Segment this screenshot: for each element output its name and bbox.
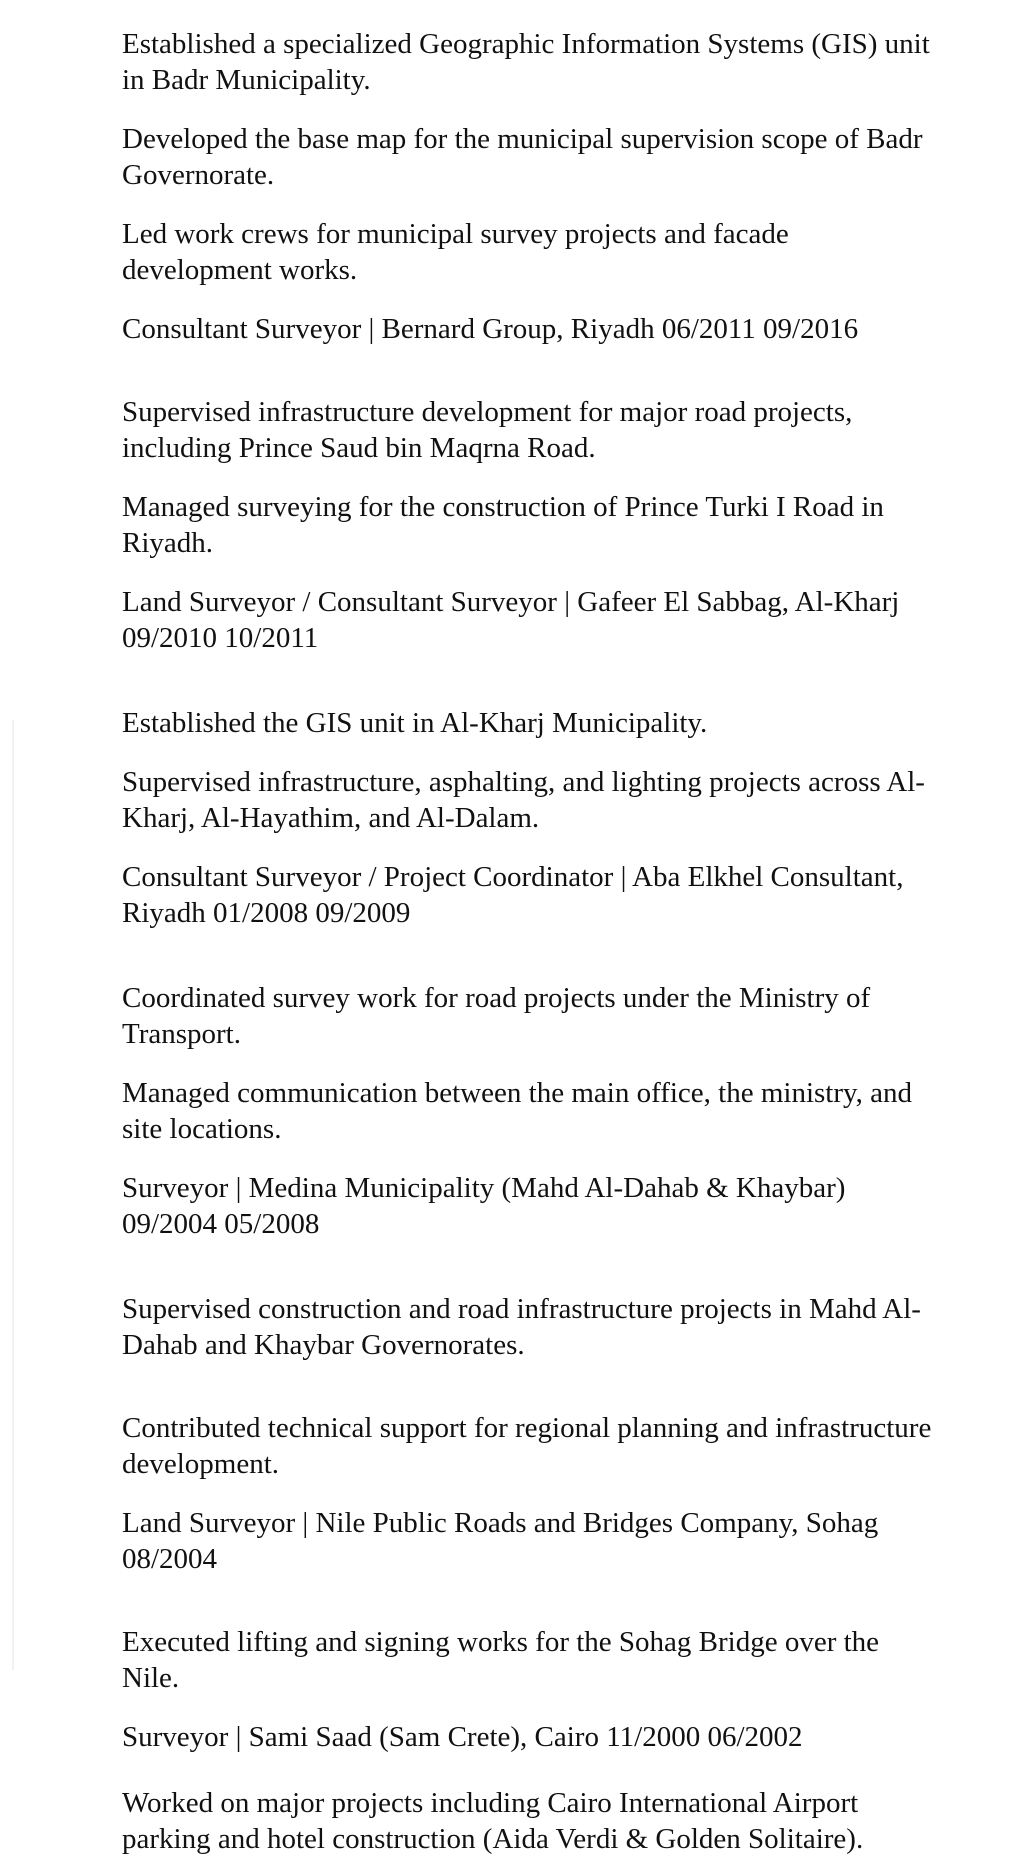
job-title-medina-municipality: Surveyor | Medina Municipality (Mahd Al-Dahab & Khaybar) 09/2004 05/2008 — [122, 1172, 846, 1240]
paragraph-gis-unit-badr: Established a specialized Geographic Information Systems (GIS) unit in Badr Municipality. — [122, 28, 930, 96]
paragraph-prince-saud-road: Supervised infrastructure development for major road projects, including Prince Saud bin Maqrna Road. — [122, 396, 853, 464]
paragraph-communication: Managed communication between the main office, the ministry, and site locations. — [122, 1077, 913, 1145]
page-edge-line — [12, 720, 14, 1670]
job-title-bernard-group: Consultant Surveyor | Bernard Group, Riyadh 06/2011 09/2016 — [122, 313, 859, 345]
paragraph-gis-unit-alkharj: Established the GIS unit in Al-Kharj Municipality. — [122, 707, 708, 739]
paragraph-led-work-crews: Led work crews for municipal survey projects and facade development works. — [122, 218, 789, 286]
paragraph-ministry-transport: Coordinated survey work for road projects under the Ministry of Transport. — [122, 982, 871, 1050]
job-title-aba-elkhel: Consultant Surveyor / Project Coordinator | Aba Elkhel Consultant, Riyadh 01/2008 09/2009 — [122, 861, 904, 929]
job-title-gafeer-el-sabbag: Land Surveyor / Consultant Surveyor | Gafeer El Sabbag, Al-Kharj 09/2010 10/2011 — [122, 586, 900, 654]
paragraph-prince-turki-road: Managed surveying for the construction of Prince Turki I Road in Riyadh. — [122, 491, 884, 559]
paragraph-technical-support: Contributed technical support for regional planning and infrastructure development. — [122, 1412, 932, 1480]
paragraph-mahd-khaybar: Supervised construction and road infrastructure projects in Mahd Al-Dahab and Khaybar Governorates. — [122, 1293, 921, 1361]
job-title-nile-roads: Land Surveyor | Nile Public Roads and Bridges Company, Sohag 08/2004 — [122, 1507, 879, 1575]
paragraph-alkharj-infrastructure: Supervised infrastructure, asphalting, and lighting projects across Al-Kharj, Al-Hayathim, and Al-Dalam. — [122, 766, 925, 834]
paragraph-sohag-bridge: Executed lifting and signing works for the Sohag Bridge over the Nile. — [122, 1626, 880, 1694]
paragraph-cairo-airport: Worked on major projects including Cairo International Airport parking and hotel construction (Aida Verdi & Golden Solitaire). — [122, 1787, 864, 1855]
paragraph-base-map-badr: Developed the base map for the municipal supervision scope of Badr Governorate. — [122, 123, 923, 191]
job-title-sami-saad: Surveyor | Sami Saad (Sam Crete), Cairo 11/2000 06/2002 — [122, 1721, 803, 1753]
